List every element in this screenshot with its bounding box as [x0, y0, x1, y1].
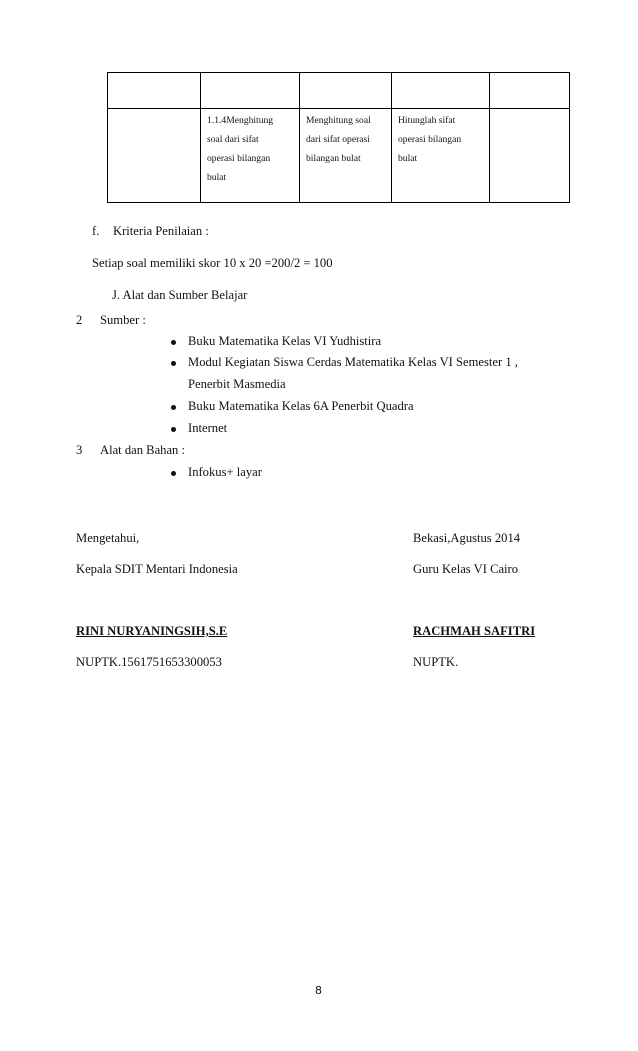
table-cell: [490, 109, 570, 203]
cell-line: operasi bilangan: [207, 153, 271, 164]
signature-right-role: Guru Kelas VI Cairo: [413, 562, 519, 576]
cell-line: bulat: [207, 172, 227, 183]
sumber-label: Sumber :: [100, 313, 146, 327]
table-cell: [108, 109, 201, 203]
cell-line: operasi bilangan: [398, 134, 462, 145]
cell-line: dari sifat operasi: [306, 134, 370, 145]
assessment-table: [107, 72, 570, 203]
list-item: Infokus+ layar: [188, 465, 262, 480]
page-number: 8: [315, 984, 322, 997]
bullet-icon: [171, 340, 176, 345]
signature-left-name: RINI NURYANINGSIH,S.E: [76, 624, 228, 638]
bullet-icon: [171, 361, 176, 366]
table-cell: [490, 73, 570, 109]
section-heading-alat-sumber: J. Alat dan Sumber Belajar: [112, 288, 248, 302]
table-cell-question: [392, 109, 490, 203]
list-item: Buku Matematika Kelas 6A Penerbit Quadra: [188, 399, 414, 414]
signature-right-name: RACHMAH SAFITRI: [413, 624, 536, 638]
list-item: Buku Matematika Kelas VI Yudhistira: [188, 334, 381, 349]
cell-line: soal dari sifat: [207, 134, 259, 145]
table-cell: [201, 73, 300, 109]
signature-right-id: NUPTK.: [413, 655, 459, 669]
table-row: [108, 73, 570, 109]
table-cell-indicator: [201, 109, 300, 203]
kriteria-title: Kriteria Penilaian :: [113, 224, 209, 238]
cell-line: bilangan bulat: [306, 153, 361, 164]
signature-left-role: Kepala SDIT Mentari Indonesia: [76, 562, 238, 576]
alat-label: Alat dan Bahan :: [100, 443, 185, 457]
cell-line: bulat: [398, 153, 418, 164]
table-cell: [392, 73, 490, 109]
table-cell: [300, 73, 392, 109]
bullet-icon: [171, 405, 176, 410]
table-cell-technique: [300, 109, 392, 203]
sumber-number: 2: [76, 313, 83, 327]
signature-left-label: Mengetahui,: [76, 531, 140, 545]
list-item: Internet: [188, 421, 227, 436]
list-item: Modul Kegiatan Siswa Cerdas Matematika Kelas VI Semester 1 ,: [188, 355, 518, 370]
signature-left-id: NUPTK.1561751653300053: [76, 655, 222, 669]
cell-line: Menghitung soal: [306, 115, 371, 126]
kriteria-label: f.: [92, 224, 100, 238]
list-item-continuation: Penerbit Masmedia: [188, 377, 286, 391]
bullet-icon: [171, 471, 176, 476]
table-cell: [108, 73, 201, 109]
alat-number: 3: [76, 443, 83, 457]
cell-line: Hitunglah sifat: [398, 115, 456, 126]
cell-line: 1.1.4Menghitung: [207, 115, 274, 126]
signature-right-place-date: Bekasi,Agustus 2014: [413, 531, 521, 545]
table-row: [108, 109, 570, 203]
bullet-icon: [171, 427, 176, 432]
kriteria-description: Setiap soal memiliki skor 10 x 20 =200/2 = 100: [92, 256, 333, 270]
